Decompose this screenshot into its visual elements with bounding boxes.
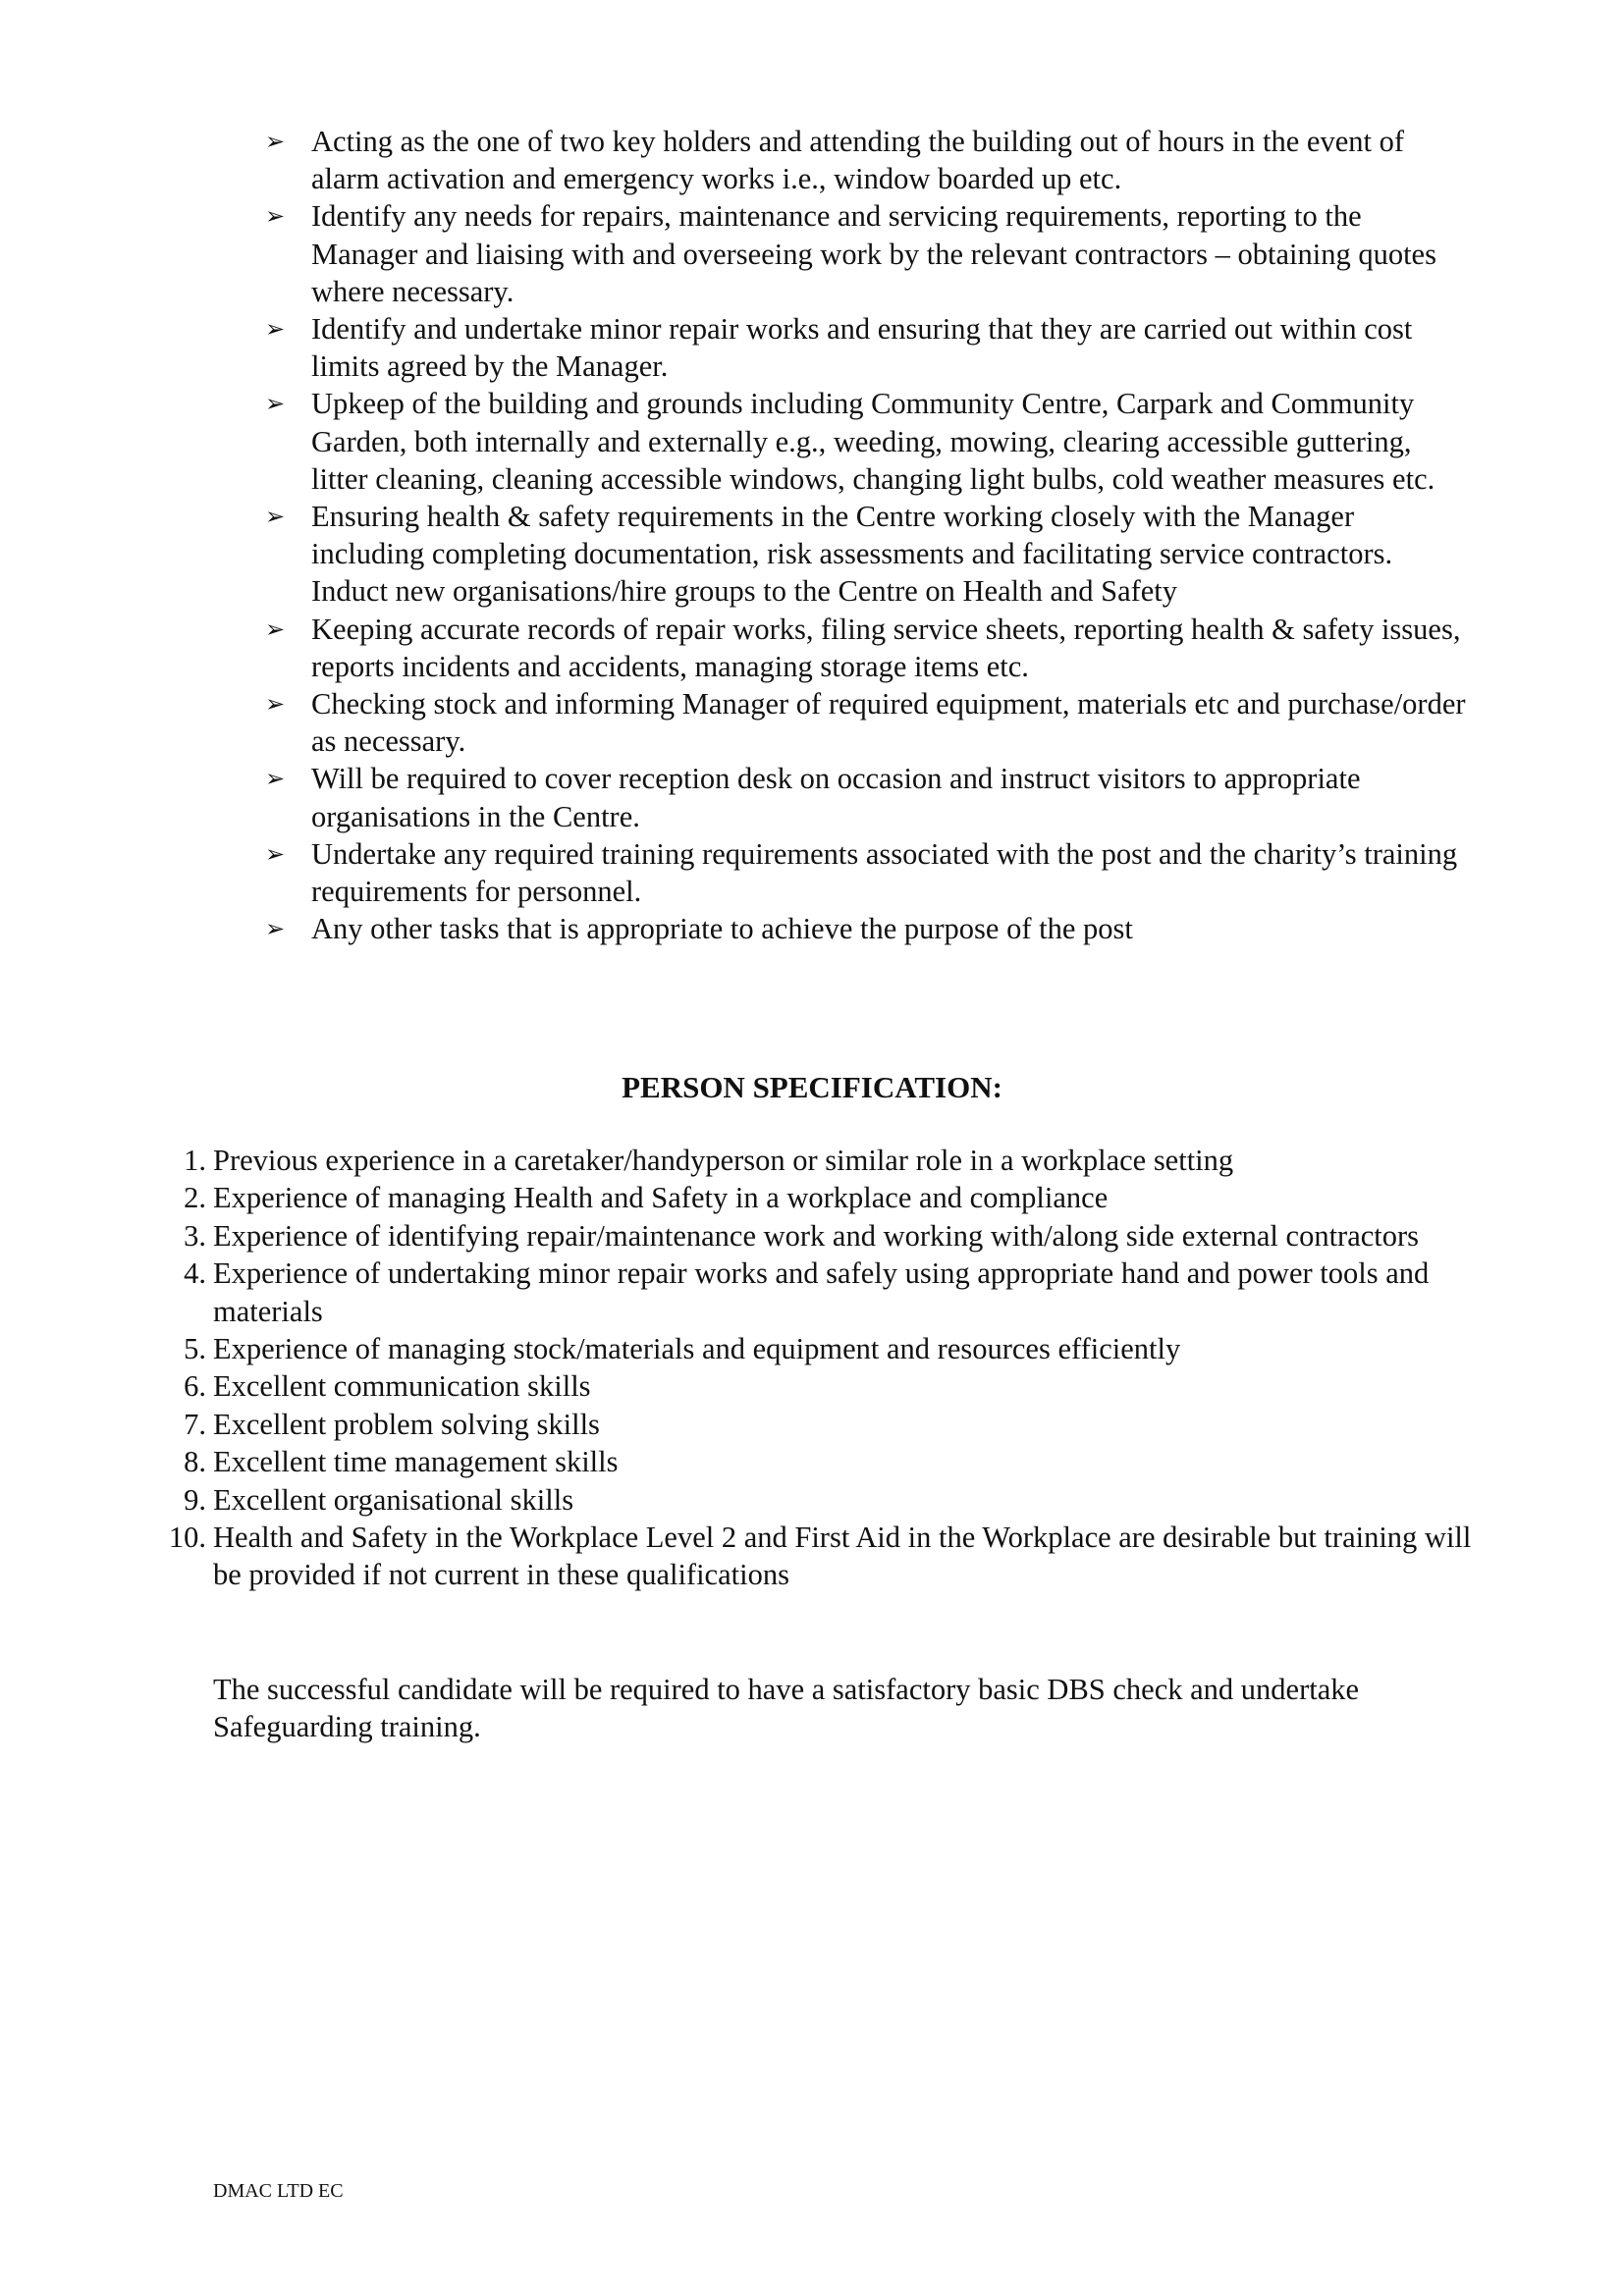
duty-text: Undertake any required training requirements associated with the post and the charity’s training requirements for personnel.	[311, 836, 1458, 909]
duties-list	[265, 123, 1473, 947]
spec-number: 5.	[184, 1332, 206, 1366]
spec-item	[157, 1255, 1483, 1330]
arrow-bullet-icon: ➢	[265, 128, 286, 155]
duty-item	[265, 685, 1473, 760]
arrow-bullet-icon: ➢	[265, 503, 286, 531]
duty-item	[265, 310, 1473, 385]
arrow-bullet-icon: ➢	[265, 915, 286, 943]
duty-item	[265, 835, 1473, 910]
arrow-bullet-icon: ➢	[265, 690, 286, 719]
duty-text: Keeping accurate records of repair works, filing service sheets, reporting health & safety issues, reports incidents and accidents, managing storage items etc.	[311, 612, 1461, 683]
spec-text: Excellent organisational skills	[213, 1482, 574, 1517]
spec-text: Experience of identifying repair/maintenance work and working with/along side external contractors	[213, 1218, 1420, 1253]
spec-text: Excellent problem solving skills	[213, 1407, 600, 1441]
spec-number: 2.	[184, 1181, 206, 1215]
arrow-bullet-icon: ➢	[265, 202, 286, 231]
duty-text: Will be required to cover reception desk on occasion and instruct visitors to appropriate organisations in the Centre.	[311, 762, 1361, 833]
arrow-bullet-icon: ➢	[265, 765, 286, 793]
spec-number: 10.	[168, 1521, 206, 1555]
spec-item	[157, 1179, 1483, 1216]
dbs-requirement-paragraph: The successful candidate will be required to have a satisfactory basic DBS check and undertake Safeguarding training.	[213, 1673, 1360, 1744]
duty-item	[265, 123, 1473, 197]
spec-number: 1.	[184, 1144, 206, 1177]
duty-item	[265, 498, 1473, 611]
duty-text: Any other tasks that is appropriate to achieve the purpose of the post	[311, 912, 1133, 946]
duty-item	[265, 385, 1473, 498]
spec-number: 4.	[184, 1256, 206, 1291]
spec-text: Previous experience in a caretaker/handyperson or similar role in a workplace setting	[213, 1144, 1234, 1177]
spec-item	[157, 1142, 1483, 1179]
spec-number: 8.	[184, 1445, 206, 1479]
spec-item	[157, 1406, 1483, 1443]
spec-text: Experience of managing stock/materials and equipment and resources efficiently	[213, 1332, 1181, 1366]
duty-text: Checking stock and informing Manager of required equipment, materials etc and purchase/order as necessary.	[311, 687, 1466, 759]
spec-item	[157, 1443, 1483, 1480]
spec-text: Excellent communication skills	[213, 1369, 591, 1404]
spec-text: Health and Safety in the Workplace Level 2 and First Aid in the Workplace are desirable but training will be provided if not current in these qualifications	[213, 1521, 1472, 1592]
duty-text: Upkeep of the building and grounds including Community Centre, Carpark and Community Garden, both internally and externally e.g., weeding, mowing, clearing accessible guttering, litter cleaning, cleaning accessible windows, changing light bulbs, cold weather measures etc.	[311, 387, 1435, 496]
duty-item	[265, 910, 1473, 947]
spec-number: 6.	[184, 1369, 206, 1404]
spec-item	[157, 1481, 1483, 1519]
spec-number: 9.	[184, 1482, 206, 1517]
duty-text: Identify any needs for repairs, maintenance and servicing requirements, reporting to the Manager and liaising with and overseeing work by the relevant contractors – obtaining quotes where necessary.	[311, 199, 1436, 308]
arrow-bullet-icon: ➢	[265, 614, 286, 643]
spec-item	[157, 1519, 1483, 1594]
spec-number: 3.	[184, 1218, 206, 1253]
spec-item	[157, 1367, 1483, 1405]
duty-item	[265, 197, 1473, 310]
duty-item	[265, 760, 1473, 834]
duty-text: Acting as the one of two key holders and attending the building out of hours in the event of alarm activation and emergency works i.e., window boarded up etc.	[311, 125, 1405, 196]
spec-text: Excellent time management skills	[213, 1445, 619, 1479]
duty-text: Identify and undertake minor repair works and ensuring that they are carried out within cost limits agreed by the Manager.	[311, 312, 1413, 384]
person-specification-heading: PERSON SPECIFICATION:	[622, 1070, 1002, 1104]
spec-text: Experience of managing Health and Safety in a workplace and compliance	[213, 1181, 1109, 1215]
duty-text: Ensuring health & safety requirements in the Centre working closely with the Manager including completing documentation, risk assessments and facilitating service contractors. Induct new organisations/hire groups to the Centre on Health and Safety	[311, 500, 1393, 609]
arrow-bullet-icon: ➢	[265, 390, 286, 418]
duty-item	[265, 611, 1473, 685]
arrow-bullet-icon: ➢	[265, 315, 286, 344]
spec-item	[157, 1330, 1483, 1367]
spec-number: 7.	[184, 1407, 206, 1441]
spec-text: Experience of undertaking minor repair works and safely using appropriate hand and power tools and materials	[213, 1256, 1430, 1328]
person-specification-list	[157, 1142, 1483, 1594]
arrow-bullet-icon: ➢	[265, 839, 286, 868]
page-footer: DMAC LTD EC	[213, 2180, 344, 2202]
spec-item	[157, 1217, 1483, 1255]
